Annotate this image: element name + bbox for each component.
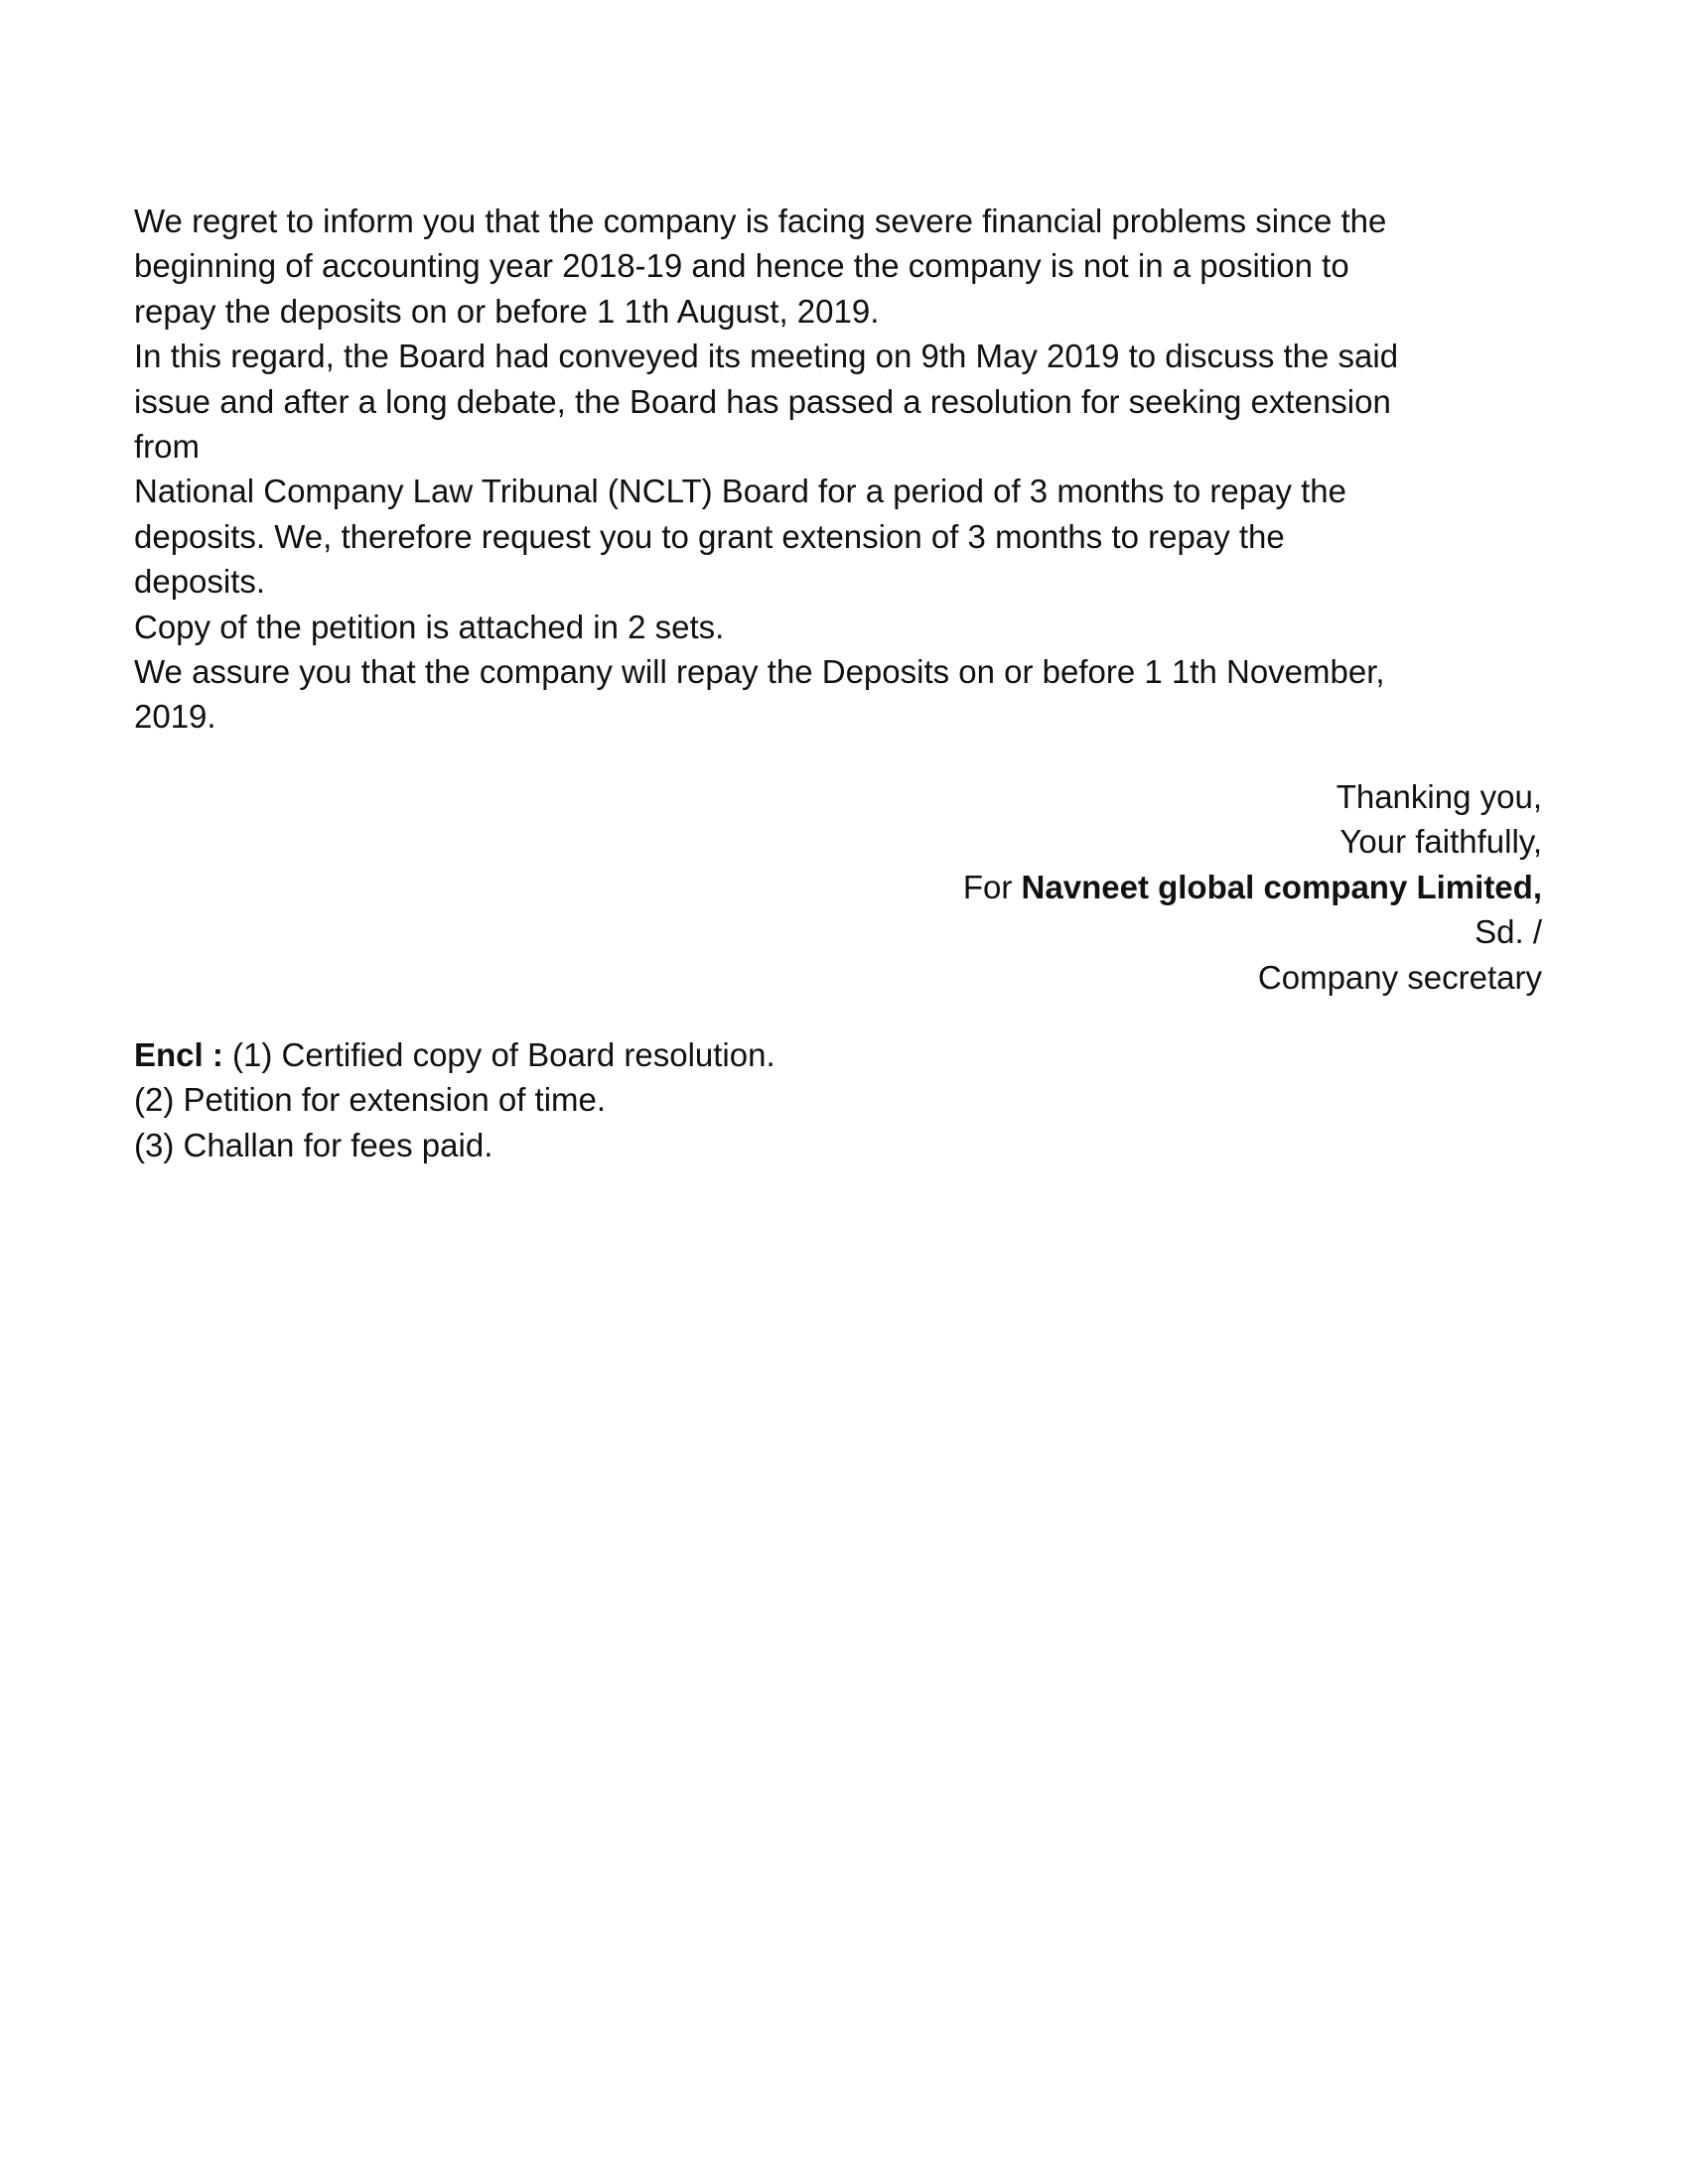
body-line: In this regard, the Board had conveyed its meeting on 9th May 2019 to discuss the said (134, 338, 1399, 375)
enclosure-label: Encl : (134, 1036, 223, 1073)
body-line: We regret to inform you that the company is facing severe financial problems since the (134, 203, 1387, 239)
body-line: We assure you that the company will repay the Deposits on or before 1 1th November, (134, 653, 1385, 691)
thanking-line: Thanking you, (1336, 778, 1542, 815)
letter-closing (963, 774, 1542, 1000)
for-company-line (963, 865, 1542, 909)
body-line: deposits. We, therefore request you to grant extension of 3 months to repay the (134, 517, 1285, 555)
body-line: National Company Law Tribunal (NCLT) Board for a period of 3 months to repay the (134, 473, 1346, 510)
body-line: deposits. (134, 563, 266, 601)
company-name: Navneet global company Limited, (1021, 868, 1542, 905)
body-line: repay the deposits on or before 1 1th August, 2019. (134, 292, 880, 330)
body-line: 2019. (134, 698, 216, 736)
enclosure-item (134, 1032, 775, 1077)
for-prefix: For (962, 868, 1022, 905)
enclosure-item: (2) Petition for extension of time. (134, 1081, 607, 1119)
faithfully-line: Your faithfully, (1339, 823, 1542, 861)
enclosure-item: (3) Challan for fees paid. (134, 1126, 493, 1163)
signed-line: Sd. / (1475, 913, 1542, 951)
letter-body (134, 199, 1564, 740)
enclosures (134, 1032, 775, 1167)
body-line: beginning of accounting year 2018-19 and hence the company is not in a position to (134, 247, 1349, 285)
body-line: from (134, 428, 200, 466)
enclosure-item-text: (1) Certified copy of Board resolution. (222, 1036, 775, 1073)
body-line: Copy of the petition is attached in 2 sets. (134, 608, 725, 645)
designation-line: Company secretary (1257, 958, 1542, 996)
body-line: issue and after a long debate, the Board has passed a resolution for seeking extension (134, 382, 1391, 420)
